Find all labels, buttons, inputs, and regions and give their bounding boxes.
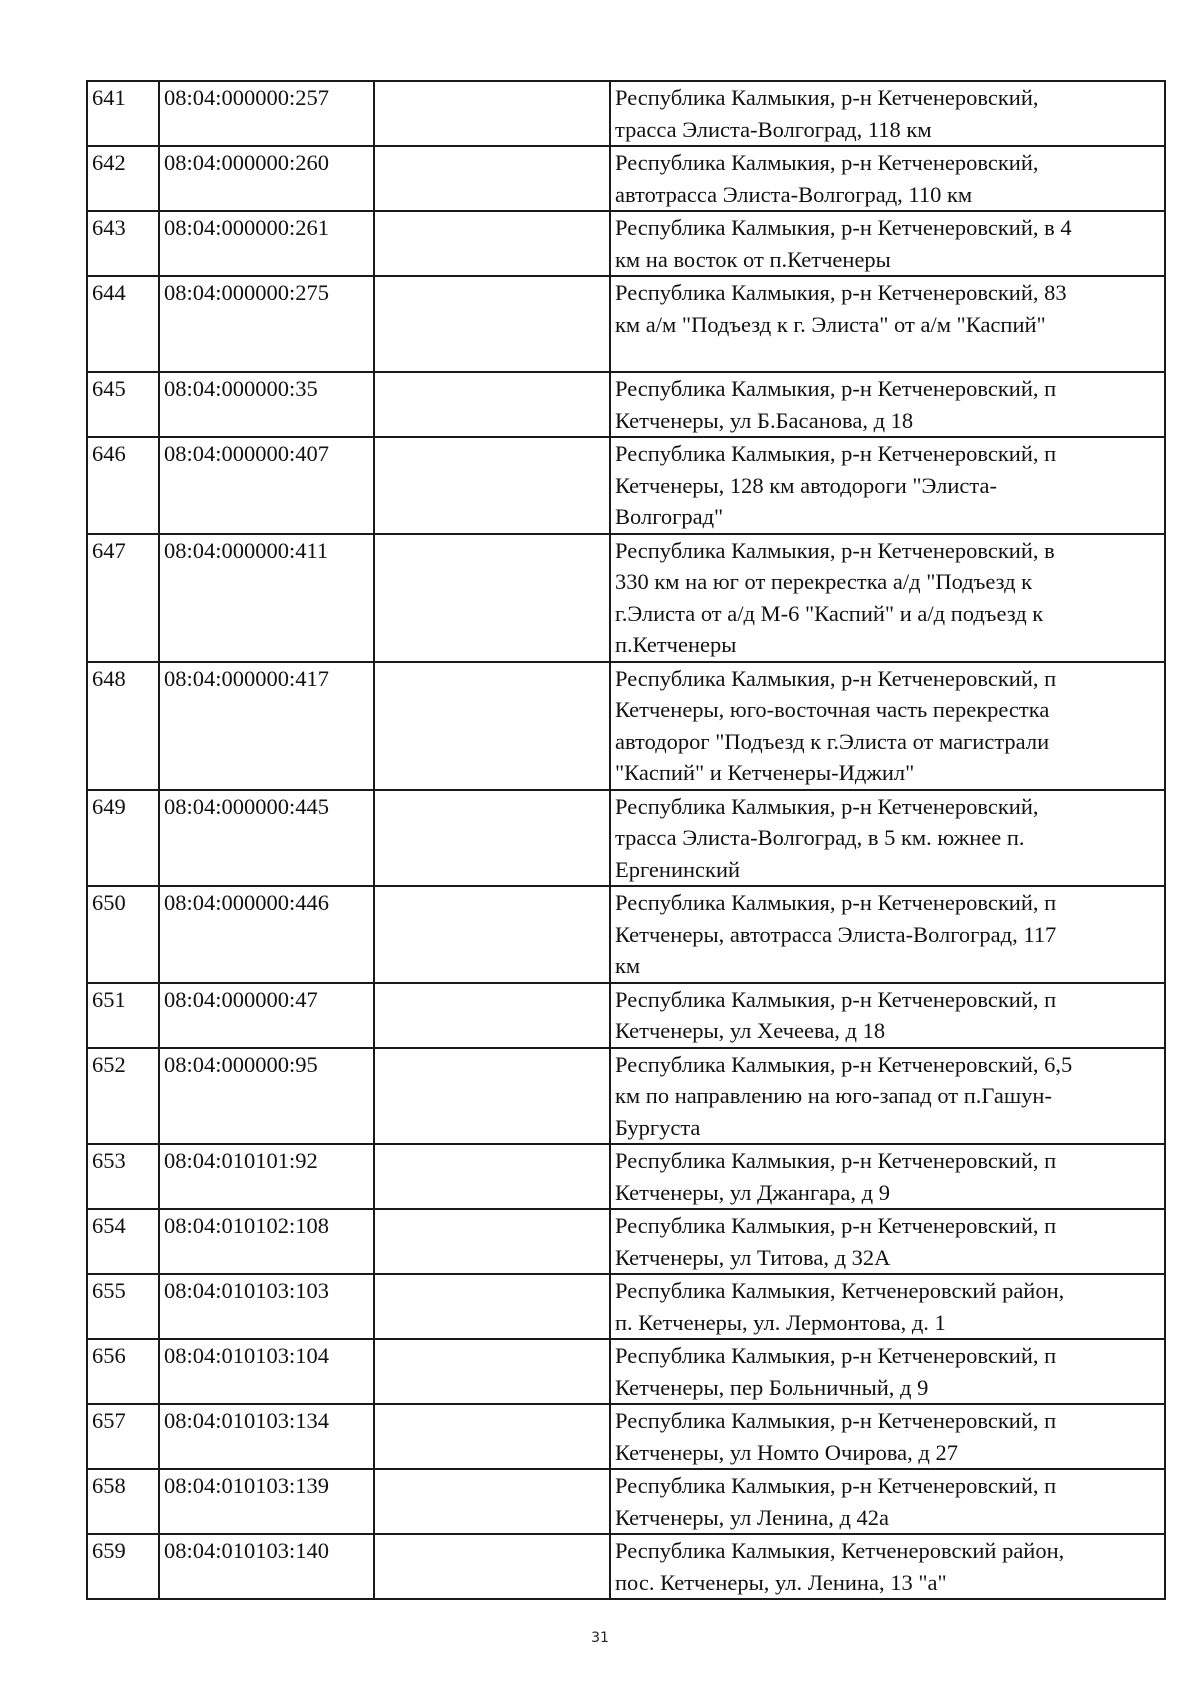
cadastral-number: 08:04:000000:257 (159, 81, 374, 146)
table-row (87, 662, 1165, 790)
table-row (87, 211, 1165, 276)
address: Республика Калмыкия, р-н Кетченеровский, п Кетченеры, ул Титова, д 32А (610, 1209, 1165, 1274)
table-row (87, 372, 1165, 437)
row-number: 653 (87, 1144, 159, 1209)
empty-cell (374, 1144, 610, 1209)
row-number: 641 (87, 81, 159, 146)
cadastral-number: 08:04:010103:140 (159, 1534, 374, 1599)
address: Республика Калмыкия, р-н Кетченеровский, п Кетченеры, ул Номто Очирова, д 27 (610, 1404, 1165, 1469)
empty-cell (374, 886, 610, 983)
empty-cell (374, 1469, 610, 1534)
table-row (87, 437, 1165, 534)
cadastral-number: 08:04:010103:104 (159, 1339, 374, 1404)
empty-cell (374, 1274, 610, 1339)
row-number: 651 (87, 983, 159, 1048)
row-number: 656 (87, 1339, 159, 1404)
table-row (87, 146, 1165, 211)
cadastral-number: 08:04:000000:260 (159, 146, 374, 211)
table-row (87, 1534, 1165, 1599)
row-number: 654 (87, 1209, 159, 1274)
page-number: 31 (591, 1630, 609, 1646)
address: Республика Калмыкия, р-н Кетченеровский, в 330 км на юг от перекрестка а/д "Подъезд к г.Элиста от а/д М-6 "Каспий" и а/д подъезд к п.Кетченеры (610, 534, 1165, 662)
address: Республика Калмыкия, р-н Кетченеровский, п Кетченеры, юго-восточная часть перекрестка автодорог "Подъезд к г.Элиста от магистрали "Каспий" и Кетченеры-Иджил" (610, 662, 1165, 790)
empty-cell (374, 1209, 610, 1274)
table-row (87, 1274, 1165, 1339)
cadastral-number: 08:04:000000:411 (159, 534, 374, 662)
row-number: 652 (87, 1048, 159, 1145)
table-row (87, 276, 1165, 372)
empty-cell (374, 437, 610, 534)
cadastral-number: 08:04:000000:445 (159, 790, 374, 887)
row-number: 647 (87, 534, 159, 662)
address: Республика Калмыкия, р-н Кетченеровский, п Кетченеры, автотрасса Элиста-Волгоград, 117 км (610, 886, 1165, 983)
empty-cell (374, 146, 610, 211)
row-number: 659 (87, 1534, 159, 1599)
empty-cell (374, 662, 610, 790)
table-row (87, 790, 1165, 887)
table-row (87, 81, 1165, 146)
address: Республика Калмыкия, р-н Кетченеровский, трасса Элиста-Волгоград, в 5 км. южнее п. Ергенинский (610, 790, 1165, 887)
cadastral-number: 08:04:000000:407 (159, 437, 374, 534)
address: Республика Калмыкия, р-н Кетченеровский, п Кетченеры, ул Ленина, д 42а (610, 1469, 1165, 1534)
cadastral-number: 08:04:010103:139 (159, 1469, 374, 1534)
table-row (87, 1404, 1165, 1469)
cadastral-number: 08:04:010101:92 (159, 1144, 374, 1209)
table-row (87, 1339, 1165, 1404)
cadastral-number: 08:04:000000:275 (159, 276, 374, 372)
table-row (87, 1048, 1165, 1145)
table-row (87, 886, 1165, 983)
address: Республика Калмыкия, р-н Кетченеровский, п Кетченеры, 128 км автодороги "Элиста- Волгоград" (610, 437, 1165, 534)
address: Республика Калмыкия, Кетченеровский район, п. Кетченеры, ул. Лермонтова, д. 1 (610, 1274, 1165, 1339)
cadastral-number: 08:04:010102:108 (159, 1209, 374, 1274)
empty-cell (374, 1048, 610, 1145)
empty-cell (374, 790, 610, 887)
property-table (86, 80, 1166, 1600)
cadastral-number: 08:04:000000:35 (159, 372, 374, 437)
cadastral-number: 08:04:000000:47 (159, 983, 374, 1048)
cadastral-number: 08:04:000000:261 (159, 211, 374, 276)
address: Республика Калмыкия, р-н Кетченеровский, 83 км а/м "Подъезд к г. Элиста" от а/м "Каспий" (610, 276, 1165, 372)
empty-cell (374, 1339, 610, 1404)
table-row (87, 534, 1165, 662)
empty-cell (374, 372, 610, 437)
address: Республика Калмыкия, Кетченеровский район, пос. Кетченеры, ул. Ленина, 13 "а" (610, 1534, 1165, 1599)
empty-cell (374, 983, 610, 1048)
cadastral-number: 08:04:000000:95 (159, 1048, 374, 1145)
row-number: 646 (87, 437, 159, 534)
table-row (87, 983, 1165, 1048)
address: Республика Калмыкия, р-н Кетченеровский, в 4 км на восток от п.Кетченеры (610, 211, 1165, 276)
address: Республика Калмыкия, р-н Кетченеровский, автотрасса Элиста-Волгоград, 110 км (610, 146, 1165, 211)
row-number: 642 (87, 146, 159, 211)
row-number: 649 (87, 790, 159, 887)
table-row (87, 1209, 1165, 1274)
table-row (87, 1144, 1165, 1209)
address: Республика Калмыкия, р-н Кетченеровский, трасса Элиста-Волгоград, 118 км (610, 81, 1165, 146)
address: Республика Калмыкия, р-н Кетченеровский, 6,5 км по направлению на юго-запад от п.Гашун- Бургуста (610, 1048, 1165, 1145)
empty-cell (374, 81, 610, 146)
row-number: 655 (87, 1274, 159, 1339)
cadastral-number: 08:04:010103:103 (159, 1274, 374, 1339)
empty-cell (374, 276, 610, 372)
cadastral-number: 08:04:000000:446 (159, 886, 374, 983)
empty-cell (374, 1534, 610, 1599)
row-number: 658 (87, 1469, 159, 1534)
cadastral-number: 08:04:000000:417 (159, 662, 374, 790)
empty-cell (374, 1404, 610, 1469)
row-number: 657 (87, 1404, 159, 1469)
row-number: 645 (87, 372, 159, 437)
cadastral-number: 08:04:010103:134 (159, 1404, 374, 1469)
row-number: 643 (87, 211, 159, 276)
row-number: 644 (87, 276, 159, 372)
row-number: 648 (87, 662, 159, 790)
address: Республика Калмыкия, р-н Кетченеровский, п Кетченеры, ул Хечеева, д 18 (610, 983, 1165, 1048)
row-number: 650 (87, 886, 159, 983)
empty-cell (374, 211, 610, 276)
table-body (87, 81, 1165, 1599)
address: Республика Калмыкия, р-н Кетченеровский, п Кетченеры, пер Больничный, д 9 (610, 1339, 1165, 1404)
empty-cell (374, 534, 610, 662)
address: Республика Калмыкия, р-н Кетченеровский, п Кетченеры, ул Б.Басанова, д 18 (610, 372, 1165, 437)
address: Республика Калмыкия, р-н Кетченеровский, п Кетченеры, ул Джангара, д 9 (610, 1144, 1165, 1209)
table-row (87, 1469, 1165, 1534)
